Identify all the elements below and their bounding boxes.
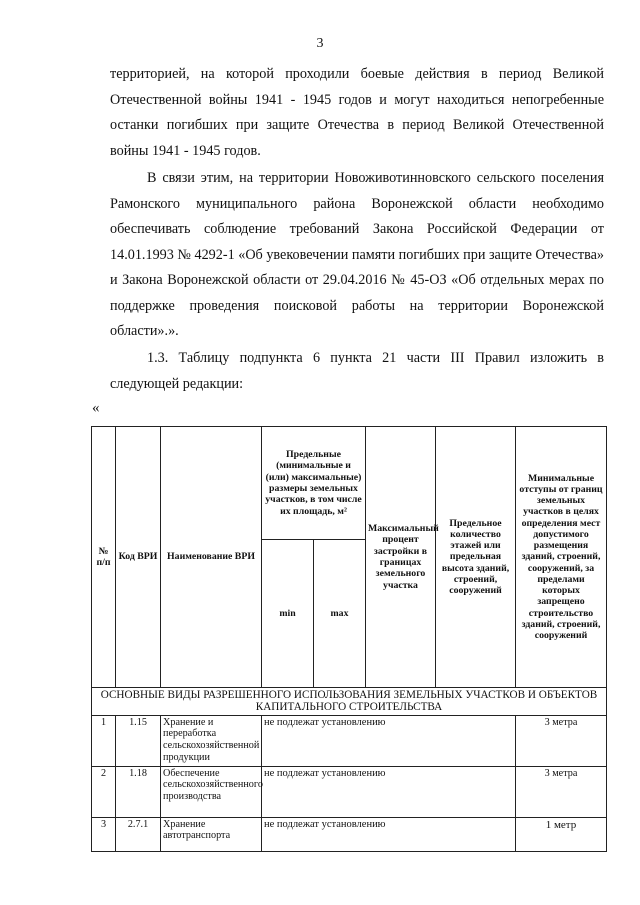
row-number: 1 — [92, 715, 116, 766]
header-code: Код ВРИ — [116, 427, 161, 688]
row-name: Хранение автотранспорта — [161, 817, 262, 851]
row-value: не подлежат установлению — [262, 715, 516, 766]
paragraph-2: В связи этим, на территории Новоживотинновского сельского поселения Рамонского муниципального района Воронежской области необходимо обеспечивать соблюдение требований Закона Российской Федерации от 14.01.1993 № 4292-1 «Об увековечении памяти погибших при защите Отечества» и Закона Воронежской области от 29.04.2016 № 45-ОЗ «Об отдельных мерах по поддержке проведения поисковой работы на территории Воронежской области».». — [110, 170, 604, 339]
row-number: 3 — [92, 817, 116, 851]
section-title: ОСНОВНЫЕ ВИДЫ РАЗРЕШЕННОГО ИСПОЛЬЗОВАНИЯ ЗЕМЕЛЬНЫХ УЧАСТКОВ И ОБЪЕКТОВ КАПИТАЛЬНОГО СТРОИТЕЛЬСТВА — [92, 688, 607, 716]
header-floors: Предельное количество этажей или предельная высота зданий, строений, сооружений — [436, 427, 516, 688]
header-setback: Минимальные отступы от границ земельных участков в целях определения мест допустимого размещения зданий, строений, сооружений, за пределами которых запрещено строительство зданий, строений, сооружений — [516, 427, 607, 688]
header-number: № п/п — [92, 427, 116, 688]
row-code: 1.18 — [116, 766, 161, 817]
header-min: min — [262, 540, 314, 688]
row-code: 1.15 — [116, 715, 161, 766]
row-code: 2.7.1 — [116, 817, 161, 851]
row-setback: 3 метра — [516, 715, 607, 766]
paragraph-1: территорией, на которой проходили боевые действия в период Великой Отечественной войны 1941 - 1945 годов и могут находиться непогребенные останки погибших при защите Отечества в период Великой Отечественной войны 1941 - 1945 годов. — [110, 66, 604, 159]
page-number: 3 — [316, 36, 324, 51]
header-max: max — [314, 540, 366, 688]
row-setback: 3 метра — [516, 766, 607, 817]
zoning-regulations-table — [91, 426, 607, 852]
paragraph-3: 1.3. Таблицу подпункта 6 пункта 21 части III Правил изложить в следующей редакции: — [110, 350, 604, 392]
table-row — [92, 766, 607, 817]
header-area-limits: Предельные (минимальные и (или) максимальные) размеры земельных участков, в том числе их площадь, м² — [262, 427, 366, 540]
row-value: не подлежат установлению — [262, 766, 516, 817]
table-row — [92, 715, 607, 766]
row-number: 2 — [92, 766, 116, 817]
row-name: Обеспечение сельскохозяйственного производства — [161, 766, 262, 817]
row-name: Хранение и переработка сельскохозяйственной продукции — [161, 715, 262, 766]
table-row — [92, 817, 607, 851]
row-setback: 1 метр — [516, 817, 607, 851]
opening-quote-mark: « — [92, 400, 100, 416]
header-name: Наименование ВРИ — [161, 427, 262, 688]
header-coverage: Максимальный процент застройки в границах земельного участка — [366, 427, 436, 688]
row-value: не подлежат установлению — [262, 817, 516, 851]
